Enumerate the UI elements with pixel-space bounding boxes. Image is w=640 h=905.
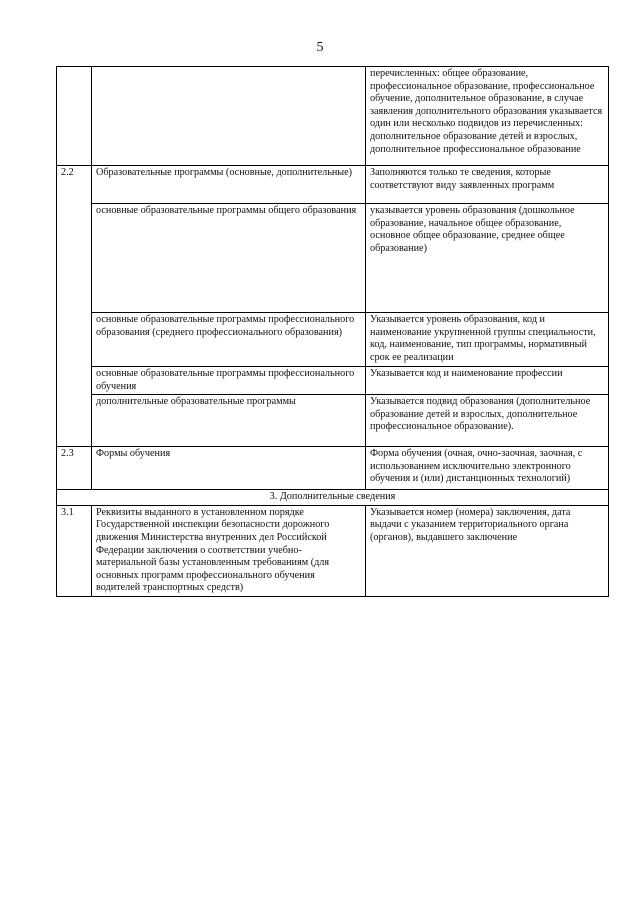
row-description: Заполняются только те сведения, которые соответствуют виду заявленных программ xyxy=(366,166,609,204)
row-number xyxy=(57,67,92,166)
section-header-row xyxy=(57,490,609,506)
table-row xyxy=(57,367,609,395)
page-number: 5 xyxy=(316,40,324,55)
row-name: Реквизиты выданного в установленном порядке Государственной инспекции безопасности дорожного движения Министерства внутренних дел Российской Федерации заключения о соответствии учебно-материальной базы установленным требованиям (для основных программ профессионального обучения водителей транспортных средств) xyxy=(92,505,366,596)
section-title: 3. Дополнительные сведения xyxy=(57,490,609,506)
row-number: 3.1 xyxy=(57,505,92,596)
table-row xyxy=(57,204,609,313)
row-description: указывается уровень образования (дошкольное образование, начальное общее образование, основное общее образование, среднее общее образование) xyxy=(366,204,609,313)
row-name: основные образовательные программы профессионального образования (среднего профессионального образования) xyxy=(92,313,366,367)
row-number: 2.3 xyxy=(57,447,92,490)
row-name: основные образовательные программы профессионального обучения xyxy=(92,367,366,395)
row-number xyxy=(57,395,92,447)
row-name: основные образовательные программы общего образования xyxy=(92,204,366,313)
row-description: Указывается уровень образования, код и наименование укрупненной группы специальности, код, наименование, тип программы, нормативный срок ее реализации xyxy=(366,313,609,367)
row-description: Указывается подвид образования (дополнительное образование детей и взрослых, дополнительное профессиональное образование). xyxy=(366,395,609,447)
table-row xyxy=(57,447,609,490)
requirements-table xyxy=(56,66,609,597)
row-number xyxy=(57,313,92,367)
row-description: перечисленных: общее образование, профессиональное образование, профессиональное обучение, дополнительное образование, в случае заявления дополнительного образования указывается один или несколько подвидов из перечисленных: дополнительное образование детей и взрослых, дополнительное профессиональное образование xyxy=(366,67,609,166)
row-number xyxy=(57,367,92,395)
table-row xyxy=(57,67,609,166)
row-description: Указывается номер (номера) заключения, дата выдачи с указанием территориального органа (органов), выдавшего заключение xyxy=(366,505,609,596)
row-name xyxy=(92,67,366,166)
table-row xyxy=(57,166,609,204)
table-row xyxy=(57,505,609,596)
row-description: Указывается код и наименование профессии xyxy=(366,367,609,395)
row-description: Форма обучения (очная, очно-заочная, заочная, с использованием исключительно электронного обучения и (или) дистанционных технологий) xyxy=(366,447,609,490)
row-name: дополнительные образовательные программы xyxy=(92,395,366,447)
row-number: 2.2 xyxy=(57,166,92,204)
row-number xyxy=(57,204,92,313)
row-name: Формы обучения xyxy=(92,447,366,490)
table-row xyxy=(57,313,609,367)
table-row xyxy=(57,395,609,447)
row-name: Образовательные программы (основные, дополнительные) xyxy=(92,166,366,204)
